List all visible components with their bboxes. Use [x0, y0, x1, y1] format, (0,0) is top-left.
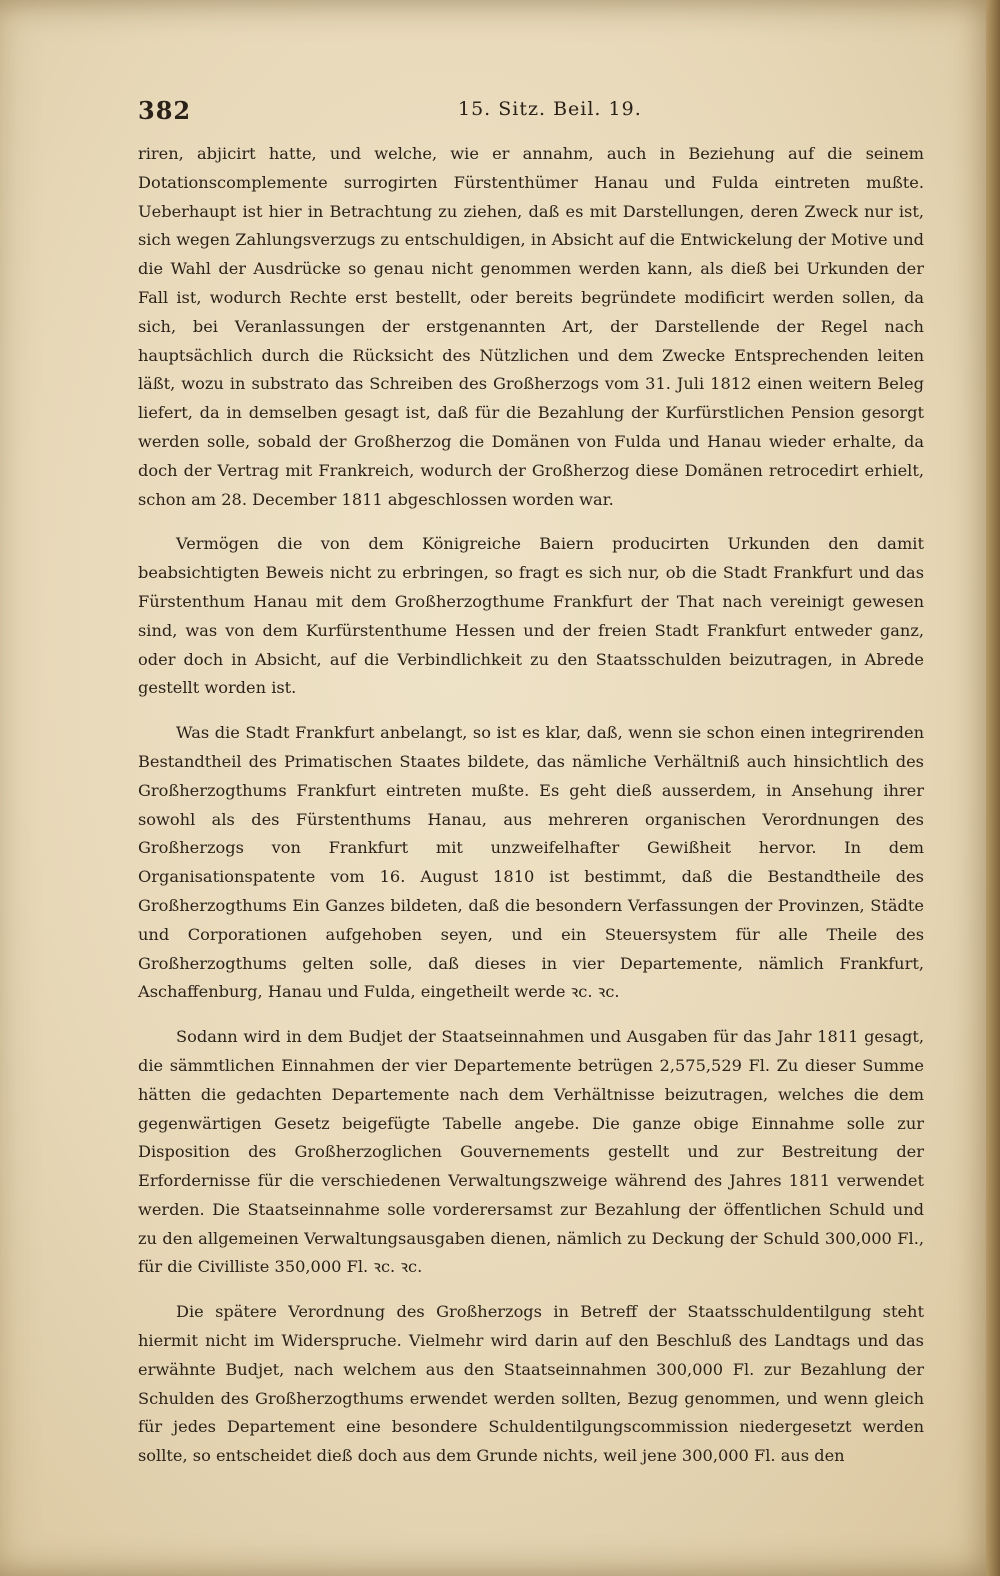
page-edge-shadow [986, 0, 1000, 1576]
paragraph-2: Vermögen die von dem Königreiche Baiern producirten Urkunden den damit beabsichtigten Beweis nicht zu erbringen, so fragt es sich nur, ob die Stadt Frankfurt und das Fürstenthum Hanau mit dem Großherzogthume Frankfurt der That nach vereinigt gewesen sind, was von dem Kurfürstenthume Hessen und der freien Stadt Frankfurt entweder ganz, oder doch in Absicht, auf die Verbindlichkeit zu den Staatsschulden beizutragen, in Abrede gestellt worden ist. [138, 534, 924, 698]
running-head: 15. Sitz. Beil. 19. [458, 98, 642, 120]
paragraph-5: Die spätere Verordnung des Großherzogs in Betreff der Staatsschuldentilgung steht hiermit nicht im Widerspruche. Vielmehr wird darin auf den Beschluß des Landtags und das erwähnte Budjet, nach welchem aus den Staatseinnahmen 300,000 Fl. zur Bezahlung der Schulden des Großherzogthums erwendet werden sollten, Bezug genommen, und wenn gleich für jedes Departement eine besondere Schuldentilgungscommission niedergesetzt werden sollte, so entscheidet dieß doch aus dem Grunde nichts, weil jene 300,000 Fl. aus den [138, 1302, 924, 1466]
paragraph-4: Sodann wird in dem Budjet der Staatseinnahmen und Ausgaben für das Jahr 1811 gesagt, die sämmtlichen Einnahmen der vier Departemente betrügen 2,575,529 Fl. Zu dieser Summe hätten die gedachten Departemente nach dem Verhältnisse beizutragen, welches die dem gegenwärtigen Gesetz beigefügte Tabelle angebe. Die ganze obige Einnahme solle zur Disposition des Großherzoglichen Gouvernements gestellt und zur Bestreitung der Erfordernisse für die verschiedenen Verwaltungszweige während des Jahres 1811 verwendet werden. Die Staatseinnahme solle vorderersamst zur Bezahlung der öffentlichen Schuld und zu den allgemeinen Verwaltungsausgaben dienen, nämlich zu Deckung der Schuld 300,000 Fl., für die Civilliste 350,000 Fl. ꝛc. ꝛc. [138, 1027, 924, 1277]
paragraph-1: riren, abjicirt hatte, und welche, wie er annahm, auch in Beziehung auf die seinem Dotationscomplemente surrogirten Fürstenthümer Hanau und Fulda eintreten mußte. Ueberhaupt ist hier in Betrachtung zu ziehen, daß es mit Darstellungen, deren Zweck nur ist, sich wegen Zahlungsverzugs zu entschuldigen, in Absicht auf die Entwickelung der Motive und die Wahl der Ausdrücke so genau nicht genommen werden kann, als dieß bei Urkunden der Fall ist, wodurch Rechte erst bestellt, oder bereits begründete modificirt werden sollen, da sich, bei Veranlassungen der erstgenannten Art, der Darstellende der Regel nach hauptsächlich durch die Rücksicht des Nützlichen und dem Zwecke Entsprechenden leiten läßt, wozu in substrato das Schreiben des Großherzogs vom 31. Juli 1812 einen weitern Beleg liefert, da in demselben gesagt ist, daß für die Bezahlung der Kurfürstlichen Pension gesorgt werden solle, sobald der Großherzog die Domänen von Fulda und Hanau wieder erhalte, da doch der Vertrag mit Frankreich, wodurch der Großherzog diese Domänen retrocedirt erhielt, schon am 28. December 1811 abgeschlossen worden war. [138, 144, 924, 509]
paragraph-3: Was die Stadt Frankfurt anbelangt, so ist es klar, daß, wenn sie schon einen integrirenden Bestandtheil des Primatischen Staates bildete, das nämliche Verhältniß auch hinsichtlich des Großherzogthums Frankfurt eintreten mußte. Es geht dieß ausserdem, in Ansehung ihrer sowohl als des Fürstenthums Hanau, aus mehreren organischen Verordnungen des Großherzogs von Frankfurt mit unzweifelhafter Gewißheit hervor. In dem Organisationspatente vom 16. August 1810 ist bestimmt, daß die Bestandtheile des Großherzogthums Ein Ganzes bildeten, daß die besondern Verfassungen der Provinzen, Städte und Corporationen aufgehoben seyen, und ein Steuersystem für alle Theile des Großherzogthums gelten solle, daß dieses in vier Departemente, nämlich Frankfurt, Aschaffenburg, Hanau und Fulda, eingetheilt werde ꝛc. ꝛc. [138, 723, 924, 1002]
page-header [138, 96, 928, 128]
body-text [138, 140, 924, 1487]
page-number: 382 [138, 96, 192, 125]
